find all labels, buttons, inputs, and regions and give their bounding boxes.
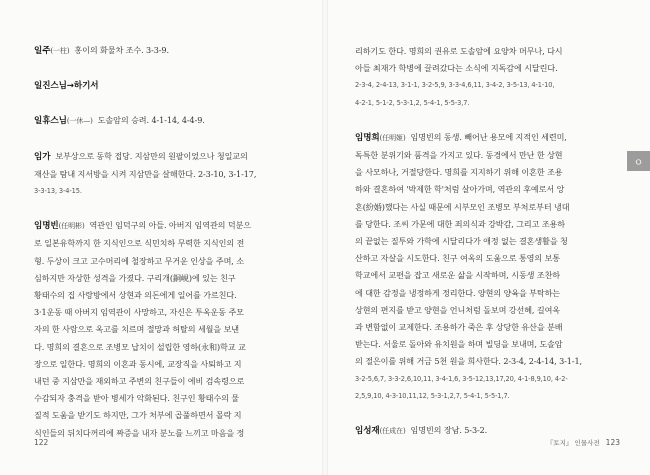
entry-text: 산하고 자살을 시도한다. 친구 여옥의 도움으로 통영의 보통	[355, 253, 561, 264]
entry-ilhyu	[34, 112, 296, 130]
entry-iljin	[34, 77, 296, 95]
right-page	[325, 0, 650, 475]
entry-text: 형. 두상이 크고 고수머리에 철장하고 무거운 인상을 주며, 소	[34, 255, 244, 266]
entry-text: 임명빈의 장남. 5-3-2.	[410, 425, 488, 436]
entry-refs: 2,5,9,10, 4-3-10,11,12, 5-3-1,2,7, 5-4-1, 5-5-1,7.	[355, 391, 510, 400]
entry-text: 역관인 임덕구의 아들. 아버지 임역관의 덕분으	[89, 220, 252, 231]
entry-text: 받는다. 서울로 돌아와 유치원을 하며 빌딩을 보내며, 도솔암	[355, 339, 563, 350]
entry-text: 학교에서 교편을 잡고 새로운 삶을 시작하며, 시동생 조찬하	[355, 270, 561, 281]
entry-text: 홍이의 화물차 조수. 3-3-9.	[74, 45, 169, 55]
entry-text: 상현의 편지를 받고 양현을 언니처럼 돌보며 강선혜, 길여옥	[355, 304, 561, 315]
entry-text: 수감되자 충격을 받아 병세가 악화된다. 친구인 황태수의 물	[34, 393, 240, 404]
entry-text: 로 일본유학까지 한 지식인으로 식민치하 무력한 지식인의 전	[34, 238, 245, 249]
entry-imga	[34, 148, 296, 201]
page-number: 122	[34, 438, 49, 447]
entry-text: 에 대한 감정을 냉정하게 정리한다. 양현의 양육을 부탁하는	[355, 287, 561, 298]
entry-text: 혼(紛婚)했다는 사실 때문에 시부모인 조병모 부처로부터 냉대	[355, 201, 570, 212]
entry-text: 질적 도움을 받기도 하지만, 그가 처부에 곱풀하면서 몰락 지	[34, 410, 242, 421]
entry-head: 일휴스님	[34, 116, 67, 127]
entry-head: 일진스님→하기서	[34, 81, 99, 92]
entry-text: 다. 명희의 결혼으로 조병모 납치이 설립한 영하(永和)학교 교	[34, 341, 246, 352]
entry-hanja: (一柱)	[50, 47, 70, 55]
entry-text: 의 절은이를 위해 거금 5천 원을 희사한다. 2-3-4, 2-4-14, 3-1-1,	[355, 356, 582, 367]
entry-text: 의 끝없는 질투와 가학에 시달리다가 애정 없는 결혼생활을 청	[355, 236, 568, 247]
running-head: 『토지』 인물사전	[546, 439, 600, 447]
entry-text: 독특한 분위기와 품격을 가지고 있다. 동경에서 만난 한 상현	[355, 150, 563, 161]
entry-head: 임명희	[355, 132, 380, 143]
entry-text: 보부상으로 동학 접당. 지삼만의 원팔이었으나 청일교의	[55, 150, 248, 161]
entry-hanja: (一休—)	[66, 117, 93, 126]
entry-text: 과 변함없이 교제한다. 조용하가 죽은 후 상당한 유산을 분배	[355, 322, 563, 333]
entry-head: 임성재	[355, 426, 380, 437]
entry-text: 내던 중 지삼만을 재외하고 주변의 친구들이 에비 검속령으로	[34, 376, 245, 387]
left-column	[34, 42, 296, 442]
entry-refs: 2-3-4, 2-4-13, 3-1-1, 3-2-5,9, 3-3-4,6,11, 3-4-2, 3-5-13, 4-1-10,	[355, 81, 555, 90]
entry-text: 아들 최재가 학병에 끌려갔다는 소식에 지독감에 시달린다.	[355, 63, 558, 74]
entry-text: 를 당한다. 조씨 가문에 대한 죄의식과 강박감, 그리고 조용하	[355, 218, 565, 229]
entry-refs: 3-3-13, 3-4-15.	[34, 187, 82, 196]
entry-text: 3·1운동 때 아버지 임역관이 사망하고, 자신은 투옥운동 주모	[34, 307, 244, 318]
page-footer	[547, 438, 620, 447]
entry-iljoo	[34, 42, 296, 60]
entry-text: 식인들의 뒤치다꺼리에 짜증을 내자 분노를 느끼고 마음을 정	[34, 427, 245, 438]
entry-text: 임명빈의 동생. 빼어난 용모에 지적인 세련미,	[410, 131, 567, 142]
entry-refs: 4-2-1, 5-1-2, 5-3-1,2, 5-4-1, 5-5-3,7.	[355, 98, 470, 107]
entry-immyeongbin-continued	[355, 43, 625, 112]
entry-hanja: (任明彬)	[58, 222, 85, 231]
entry-hanja: (任成在)	[379, 427, 406, 436]
page-number: 123	[605, 438, 620, 447]
entry-text: 하와 결혼하여 '박제한 학'처럼 살아가며, 역관의 후예로서 앙	[355, 184, 565, 195]
entry-text: 을 사모하나, 거절당한다. 명희를 지지하기 위해 이혼한 조용	[355, 167, 563, 178]
entry-refs: 3-2-5,6,7, 3-3-2,6,10,11, 3-4-1,6, 3-5-12,13,17,20, 4-1-8,9,10, 4-2-	[355, 374, 568, 383]
entry-text: 리하기도 한다. 명희의 권유로 도솔암에 요양차 머무나, 다시	[355, 46, 563, 56]
entry-text: 도솔암의 승려. 4-1-14, 4-4-9.	[97, 115, 205, 126]
entry-head: 임명빈	[34, 221, 59, 232]
right-column	[355, 43, 625, 440]
entry-text: 자의 한 사람으로 옥고를 치르며 절망과 허탈의 세월을 보낸	[34, 324, 240, 335]
entry-immyeongbin	[34, 217, 296, 442]
entry-head: 일주	[34, 46, 51, 56]
entry-immyeonghui	[355, 129, 625, 405]
section-tab: ㅇ	[627, 151, 650, 171]
entry-text: 장으로 일한다. 명희의 이혼과 동시에, 교장직을 사퇴하고 지	[34, 358, 242, 369]
entry-hanja: (任明姬)	[379, 133, 406, 142]
entry-text: 심하지만 자상한 성격을 가졌다. 구리개(銅峴)에 있는 친구	[34, 272, 236, 283]
entry-text: 재산을 탐내 지서방을 시켜 지삼만을 살해한다. 2-3-10, 3-1-17,	[34, 168, 257, 179]
entry-text: 황태수의 집 사랑방에서 상현과 의돈에게 일어를 가르친다.	[34, 290, 237, 301]
entry-head: 임가	[34, 151, 51, 162]
